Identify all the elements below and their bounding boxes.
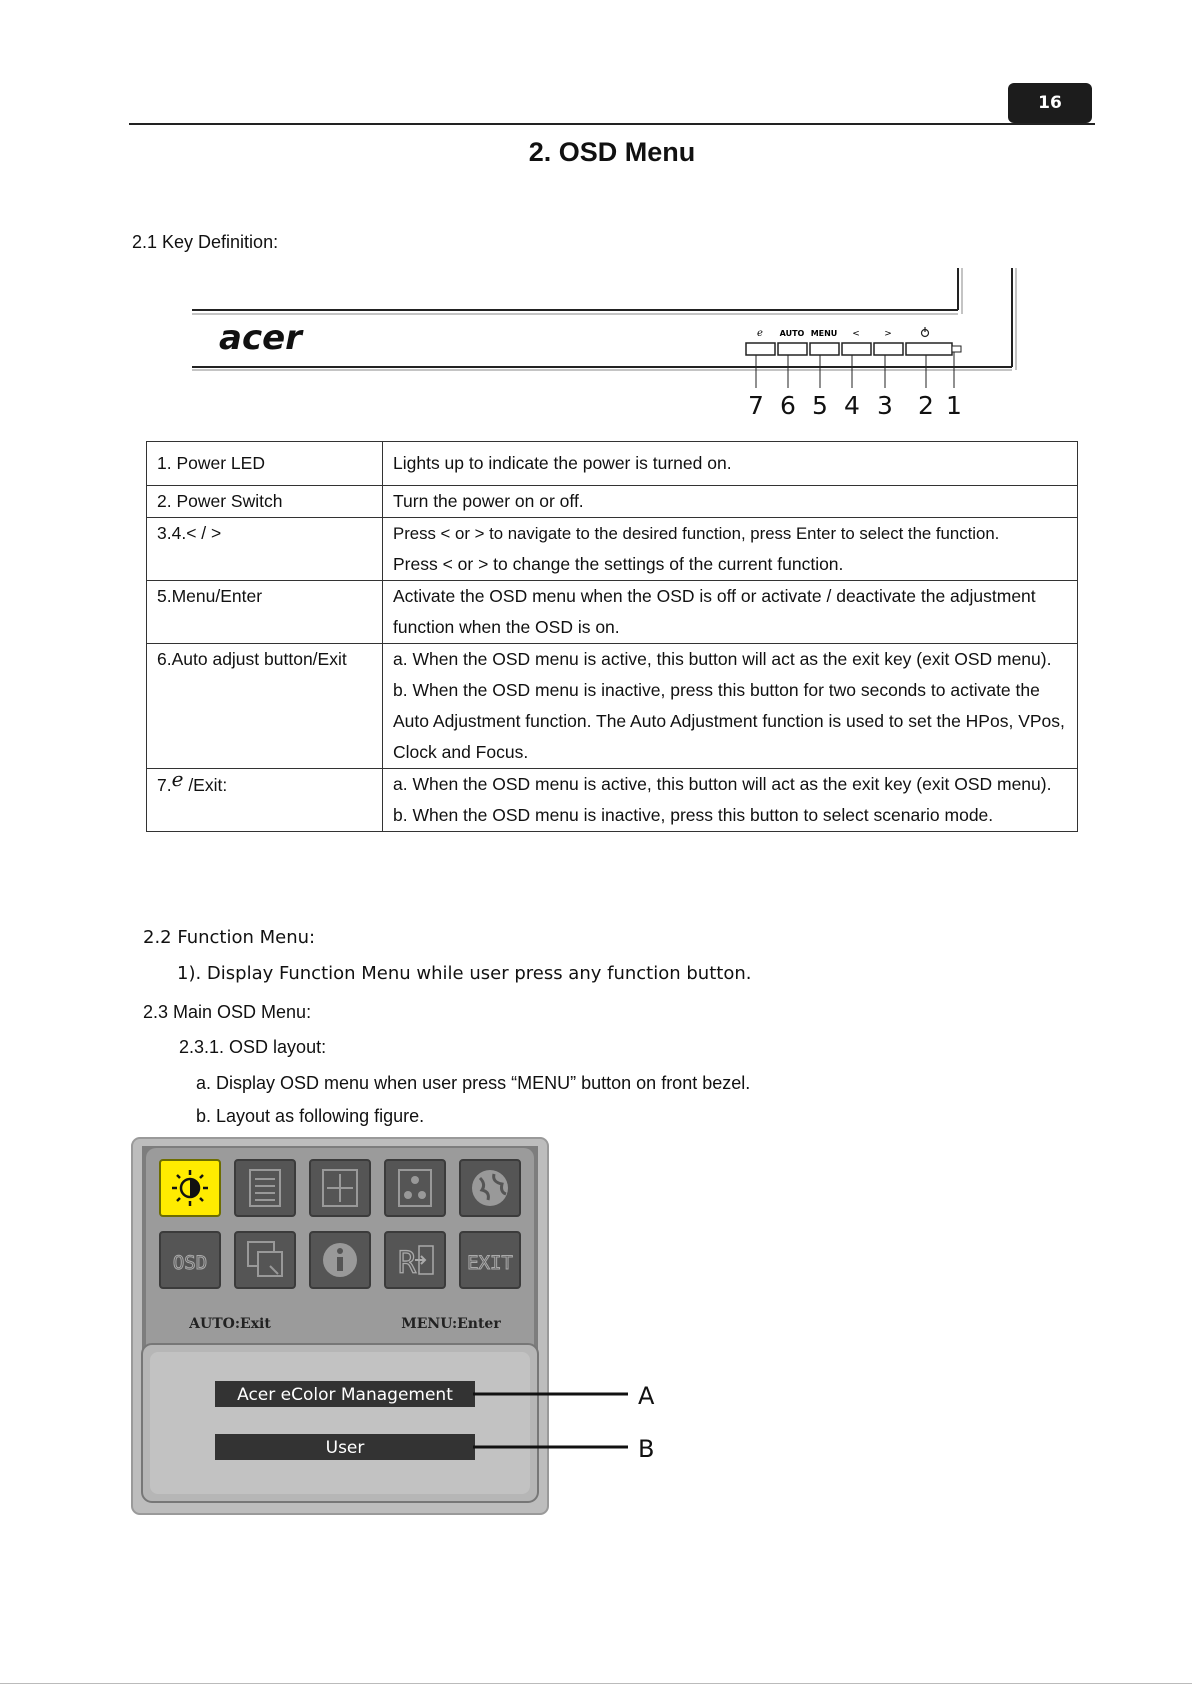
desc-cell: Lights up to indicate the power is turned on. — [383, 442, 1078, 486]
power-button[interactable] — [906, 343, 952, 355]
key-definition-heading: 2.1 Key Definition: — [132, 232, 279, 252]
callout-b: B — [638, 1435, 655, 1463]
table-row — [147, 518, 1078, 581]
menu-button[interactable] — [810, 343, 839, 355]
auto-button[interactable] — [778, 343, 807, 355]
key-cell: 6.Auto adjust button/Exit — [147, 644, 383, 769]
table-row — [147, 644, 1078, 769]
callout-7: 7 — [748, 391, 764, 420]
desc-cell: Turn the power on or off. — [383, 486, 1078, 518]
auto-label: AUTO — [779, 329, 805, 338]
osd-icon-row-1 — [160, 1160, 520, 1216]
key-cell: 2. Power Switch — [147, 486, 383, 518]
svg-text:R: R — [397, 1246, 417, 1281]
page-number-badge: 16 — [1008, 83, 1092, 123]
desc-cell: Press < or > to navigate to the desired function, press Enter to select the function. Press < or > to change the settings of the current function. — [383, 518, 1078, 581]
key-definition-table — [146, 441, 1078, 832]
key-cell: 5.Menu/Enter — [147, 581, 383, 644]
table-row — [147, 486, 1078, 518]
osd-icon-row-2 — [160, 1232, 520, 1288]
desc-cell: a. When the OSD menu is active, this button will act as the exit key (exit OSD menu). b. When the OSD menu is inactive, press this button to select scenario mode. — [383, 769, 1078, 832]
bezel-buttons — [746, 343, 961, 355]
bezel-diagram — [185, 262, 1025, 424]
empowering-icon: e — [757, 328, 763, 339]
menu-label: MENU — [810, 329, 838, 338]
callout-2: 2 — [918, 391, 934, 420]
key-cell: 1. Power LED — [147, 442, 383, 486]
osd-menu-figure — [128, 1134, 688, 1520]
menu-enter-label: MENU:Enter — [401, 1316, 501, 1332]
key-cell: 7.e /Exit: — [147, 769, 383, 832]
bar-b-label: User — [325, 1438, 365, 1458]
callout-a: A — [638, 1382, 655, 1410]
left-label: < — [852, 329, 860, 339]
right-button[interactable] — [874, 343, 903, 355]
function-menu-heading: 2.2 Function Menu: — [143, 927, 316, 948]
picture-icon[interactable] — [235, 1160, 295, 1216]
power-icon — [922, 327, 929, 337]
osd-layout-item-a: a. Display OSD menu when user press “MENU” button on front bezel. — [196, 1073, 751, 1093]
empowering-button[interactable] — [746, 343, 775, 355]
desc-cell: a. When the OSD menu is active, this button will act as the exit key (exit OSD menu). b. When the OSD menu is inactive, press this button for two seconds to activate the Auto Adjustment function. The Auto Adjustment function is used to set the HPos, VPos, Clock and Focus. — [383, 644, 1078, 769]
acer-logo: acer — [219, 318, 302, 358]
auto-exit-label: AUTO:Exit — [189, 1316, 271, 1332]
key-cell: 3.4.< / > — [147, 518, 383, 581]
left-button[interactable] — [842, 343, 871, 355]
callout-3: 3 — [877, 391, 893, 420]
callout-1: 1 — [946, 391, 962, 420]
osd-layout-item-b: b. Layout as following figure. — [196, 1106, 425, 1126]
callout-4: 4 — [844, 391, 860, 420]
osd-layout-heading: 2.3.1. OSD layout: — [179, 1037, 327, 1057]
svg-text:OSD: OSD — [172, 1252, 208, 1274]
header-rule — [129, 123, 1095, 125]
callout-6: 6 — [780, 391, 796, 420]
callout-5: 5 — [812, 391, 828, 420]
table-row — [147, 769, 1078, 832]
empowering-icon: e — [171, 767, 184, 791]
desc-cell: Activate the OSD menu when the OSD is off or activate / deactivate the adjustment function when the OSD is on. — [383, 581, 1078, 644]
table-row — [147, 442, 1078, 486]
right-label: > — [884, 329, 892, 339]
main-osd-heading: 2.3 Main OSD Menu: — [143, 1002, 312, 1022]
page-title: 2. OSD Menu — [528, 137, 696, 167]
function-menu-item: 1). Display Function Menu while user press any function button. — [177, 963, 752, 984]
svg-text:EXIT: EXIT — [467, 1252, 513, 1274]
color-icon[interactable] — [385, 1160, 445, 1216]
footer-rule — [0, 1683, 1192, 1684]
power-led — [952, 346, 961, 352]
table-row — [147, 581, 1078, 644]
bar-a-label: Acer eColor Management — [237, 1385, 453, 1405]
